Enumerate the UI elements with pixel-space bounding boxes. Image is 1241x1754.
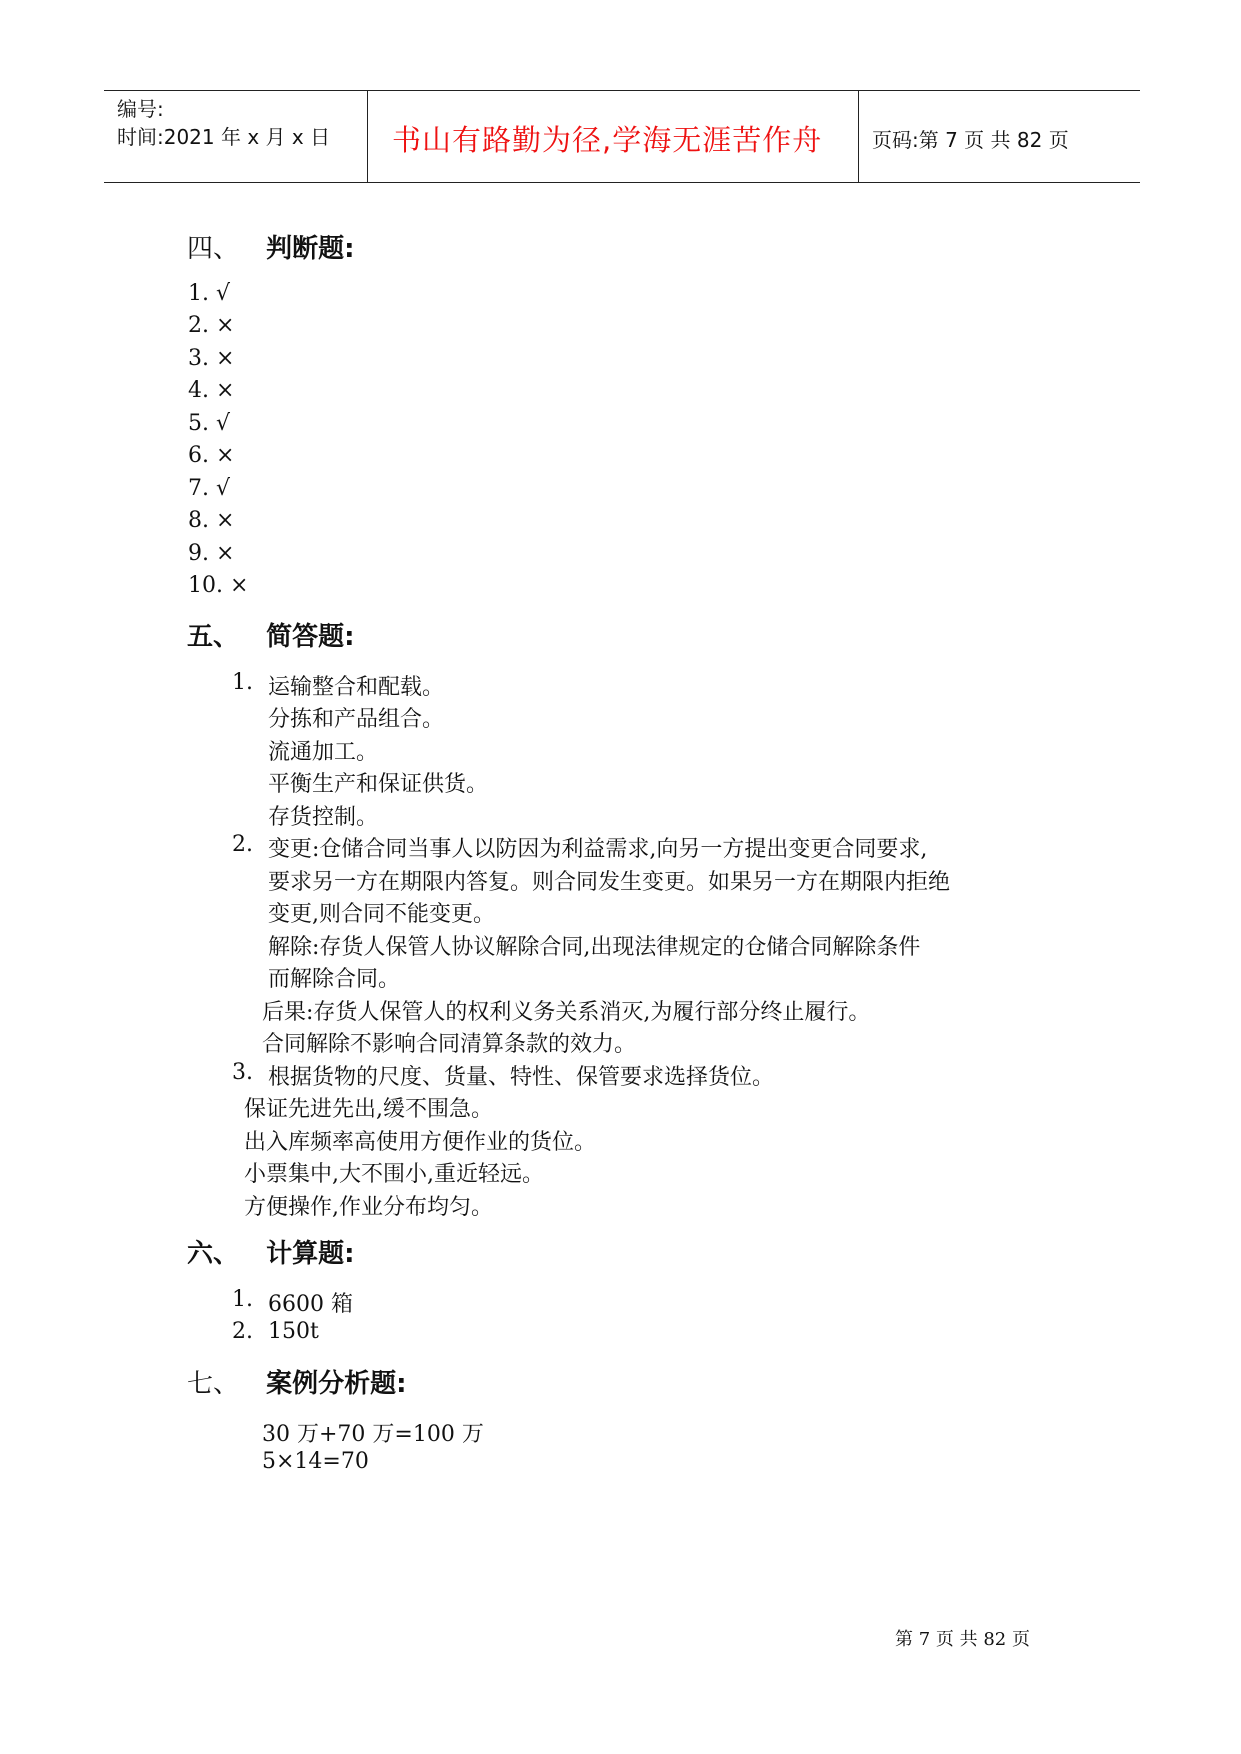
list-item: 4. × [188,378,235,403]
section-4-title: 判断题: [266,234,355,264]
q2-tail-line: 合同解除不影响合同清算条款的效力。 [262,1032,637,1057]
q3-line: 方便操作,作业分布均匀。 [244,1195,493,1220]
list-item: 5. √ [188,411,231,436]
case-line: 5×14=70 [262,1449,369,1474]
header-time-label: 时间:2021 年 x 月 x 日 [117,125,331,149]
q1-number: 1. [232,670,253,695]
header-divider-left [367,90,368,183]
section-4-heading [187,228,355,265]
section-6-title: 计算题: [266,1239,355,1269]
calc-item-text: 6600 箱 [268,1292,353,1317]
header-top-rule [104,90,1140,91]
q2-line: 变更,则合同不能变更。 [268,902,495,927]
section-5-title: 简答题: [266,622,355,652]
list-item: 10. × [188,573,249,598]
q2-tail-line: 后果:存货人保管人的权利义务关系消灭,为履行部分终止履行。 [262,1000,871,1025]
q3-line: 小票集中,大不围小,重近轻远。 [244,1162,544,1187]
list-item: 8. × [188,508,235,533]
q2-number: 2. [232,832,253,857]
header-divider-right [858,90,859,183]
q2-line: 而解除合同。 [268,967,401,992]
section-7-title: 案例分析题: [266,1369,407,1399]
header-number-label: 编号: [117,97,164,121]
list-item: 2. × [188,313,235,338]
section-7-heading [187,1363,407,1400]
q3-first-line: 根据货物的尺度、货量、特性、保管要求选择货位。 [268,1065,775,1090]
q3-line: 保证先进先出,缓不围急。 [244,1097,493,1122]
section-6-number: 六、 [187,1239,240,1269]
calc-item-text: 150t [268,1319,319,1344]
q1-line: 存货控制。 [268,805,379,830]
list-item: 3. × [188,346,235,371]
list-item: 7. √ [188,476,231,501]
q1-line: 分拣和产品组合。 [268,707,445,732]
q1-line: 运输整合和配载。 [268,675,445,700]
section-4-number: 四、 [187,234,240,264]
section-6-heading [187,1233,355,1270]
page-footer: 第 7 页 共 82 页 [895,1629,1030,1650]
calc-item-number: 1. [232,1287,253,1312]
list-item: 6. × [188,443,235,468]
q1-line: 平衡生产和保证供货。 [268,772,489,797]
q3-number: 3. [232,1060,253,1085]
q2-line: 解除:存货人保管人协议解除合同,出现法律规定的仓储合同解除条件 [268,935,921,960]
header-motto: 书山有路勤为径,学海无涯苦作舟 [392,123,823,157]
list-item: 1. √ [188,281,231,306]
section-7-number: 七、 [187,1369,240,1399]
q2-line: 要求另一方在期限内答复。则合同发生变更。如果另一方在期限内拒绝 [268,870,951,895]
calc-item-number: 2. [232,1319,253,1344]
header-bottom-rule [104,182,1140,183]
q2-line: 变更:仓储合同当事人以防因为利益需求,向另一方提出变更合同要求, [268,837,928,862]
section-5-heading [187,616,355,653]
list-item: 9. × [188,541,235,566]
q3-line: 出入库频率高使用方便作业的货位。 [244,1130,597,1155]
case-line: 30 万+70 万=100 万 [262,1422,484,1447]
q1-line: 流通加工。 [268,740,379,765]
section-5-number: 五、 [187,622,240,652]
header-page-label: 页码:第 7 页 共 82 页 [872,128,1069,152]
